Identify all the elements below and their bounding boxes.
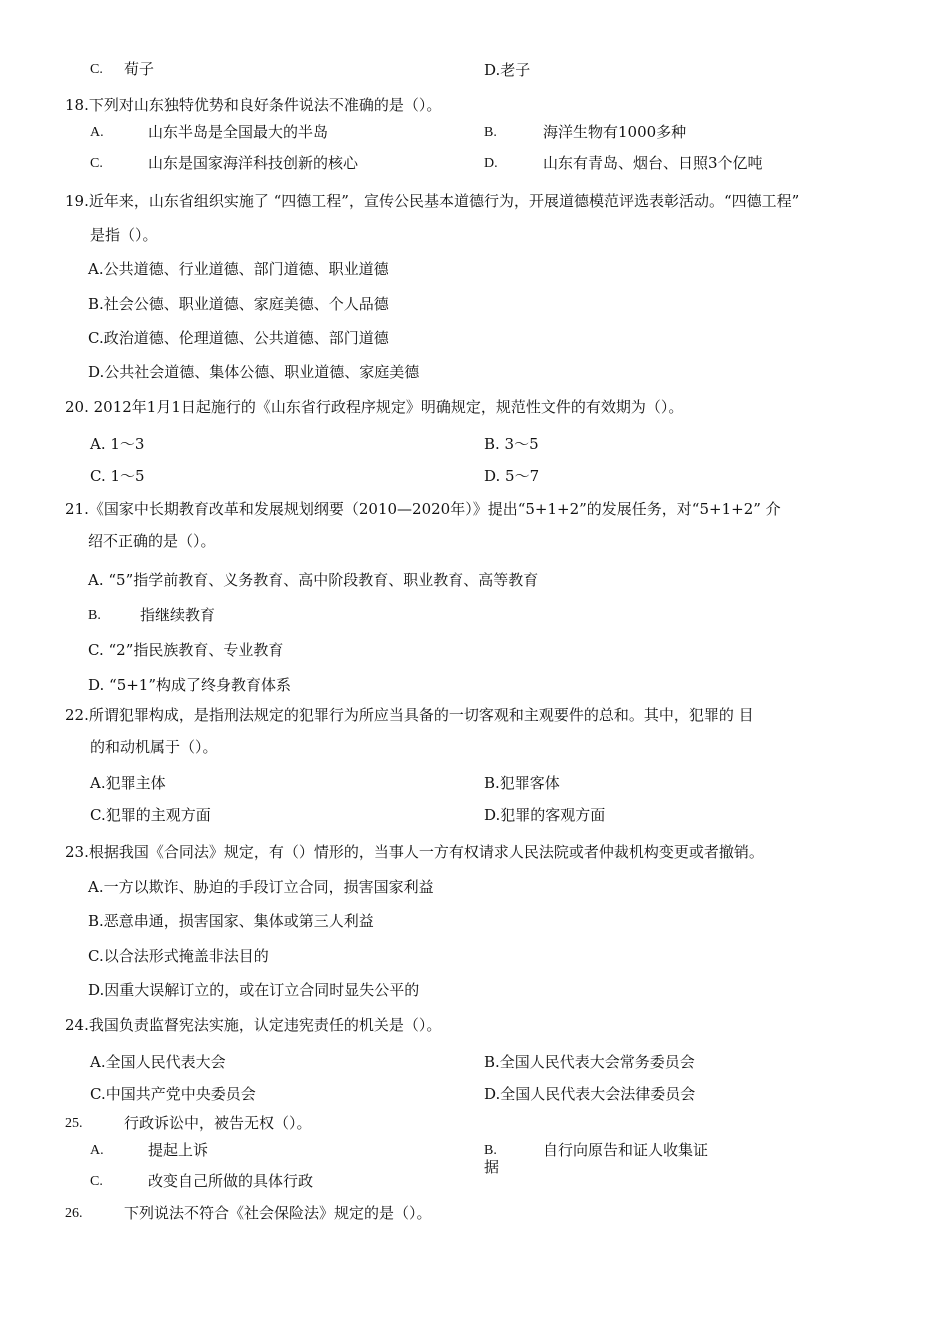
q23-stem: 23.根据我国《合同法》规定，有（）情形的，当事人一方有权请求人民法院或者仲裁机构变更或者撤销。: [65, 843, 764, 861]
q17-option-c-label: C.: [90, 62, 103, 77]
q18-option-a-label: A.: [90, 125, 104, 140]
q25-option-b: 自行向原告和证人收集证: [543, 1141, 709, 1159]
q18-option-c-label: C.: [90, 156, 103, 171]
q19-option-c: C.政治道德、伦理道德、公共道德、部门道德: [88, 329, 389, 347]
q22-stem-line1: 22.所谓犯罪构成，是指刑法规定的犯罪行为所应当具备的一切客观和主观要件的总和。其中，犯罪的 目: [65, 706, 754, 724]
q18-option-c: 山东是国家海洋科技创新的核心: [148, 154, 359, 172]
q24-option-a: A.全国人民代表大会: [90, 1053, 226, 1071]
q20-option-d: D. 5〜7: [484, 467, 540, 485]
q21-option-c: C. “2”指民族教育、专业教育: [88, 641, 284, 659]
q26-number: 26.: [65, 1206, 83, 1221]
q24-option-c: C.中国共产党中央委员会: [90, 1085, 256, 1103]
q22-stem-line2: 的和动机属于（）。: [90, 738, 218, 756]
q17-option-c: 荀子: [124, 60, 155, 78]
q25-option-c-label: C.: [90, 1174, 103, 1189]
q23-option-d: D.因重大误解订立的，或在订立合同时显失公平的: [88, 981, 420, 999]
q19-option-a: A.公共道德、行业道德、部门道德、职业道德: [88, 260, 389, 278]
q23-option-a: A.一方以欺诈、胁迫的手段订立合同，损害国家利益: [88, 878, 434, 896]
q18-stem: 18.下列对山东独特优势和良好条件说法不准确的是（）。: [65, 96, 442, 114]
q21-option-d: D. “5+1”构成了终身教育体系: [88, 676, 292, 694]
q22-option-d: D.犯罪的客观方面: [484, 806, 606, 824]
q21-option-b-label: B.: [88, 608, 101, 623]
q21-stem-line1: 21.《国家中长期教育改革和发展规划纲要（2010—2020年）》提出“5+1+2”的发展任务，对“5+1+2” 介: [65, 500, 781, 518]
q17-option-d: D.老子: [484, 61, 531, 79]
q21-option-b: 指继续教育: [140, 606, 216, 624]
q25-option-b-label: B.: [484, 1143, 497, 1158]
q18-option-d-label: D.: [484, 156, 498, 171]
q18-option-b-label: B.: [484, 125, 497, 140]
q20-stem: 20. 2012年1月1日起施行的《山东省行政程序规定》明确规定，规范性文件的有效期为（）。: [65, 398, 684, 416]
q25-stem: 行政诉讼中，被告无权（）。: [124, 1114, 312, 1132]
q18-option-b: 海洋生物有1000多种: [543, 123, 687, 141]
q21-stem-line2: 绍不正确的是（）。: [88, 532, 216, 550]
q22-option-b: B.犯罪客体: [484, 774, 560, 792]
q20-option-a: A. 1〜3: [90, 435, 145, 453]
q24-stem: 24.我国负责监督宪法实施，认定违宪责任的机关是（）。: [65, 1016, 442, 1034]
q21-option-a: A. “5”指学前教育、义务教育、高中阶段教育、职业教育、高等教育: [88, 571, 539, 589]
q23-option-c: C.以合法形式掩盖非法目的: [88, 947, 269, 965]
q22-option-a: A.犯罪主体: [90, 774, 166, 792]
q19-stem-line1: 19.近年来，山东省组织实施了 “四德工程”，宣传公民基本道德行为，开展道德模范评选表彰活动。“四德工程”: [65, 192, 800, 210]
q25-option-b-wrap: 据: [484, 1158, 500, 1176]
q24-option-d: D.全国人民代表大会法律委员会: [484, 1085, 696, 1103]
q25-option-c: 改变自己所做的具体行政: [148, 1172, 314, 1190]
q24-option-b: B.全国人民代表大会常务委员会: [484, 1053, 695, 1071]
q19-stem-line2: 是指（）。: [90, 226, 158, 244]
q22-option-c: C.犯罪的主观方面: [90, 806, 211, 824]
q18-option-a: 山东半岛是全国最大的半岛: [148, 123, 329, 141]
q25-option-a: 提起上诉: [148, 1141, 209, 1159]
q19-option-d: D.公共社会道德、集体公德、职业道德、家庭美德: [88, 363, 420, 381]
q20-option-b: B. 3〜5: [484, 435, 539, 453]
q23-option-b: B.恶意串通，损害国家、集体或第三人利益: [88, 912, 374, 930]
q25-option-a-label: A.: [90, 1143, 104, 1158]
q18-option-d: 山东有青岛、烟台、日照3个亿吨: [543, 154, 763, 172]
q19-option-b: B.社会公德、职业道德、家庭美德、个人品德: [88, 295, 389, 313]
q20-option-c: C. 1〜5: [90, 467, 145, 485]
q25-number: 25.: [65, 1116, 83, 1131]
q26-stem: 下列说法不符合《社会保险法》规定的是（）。: [124, 1204, 432, 1222]
